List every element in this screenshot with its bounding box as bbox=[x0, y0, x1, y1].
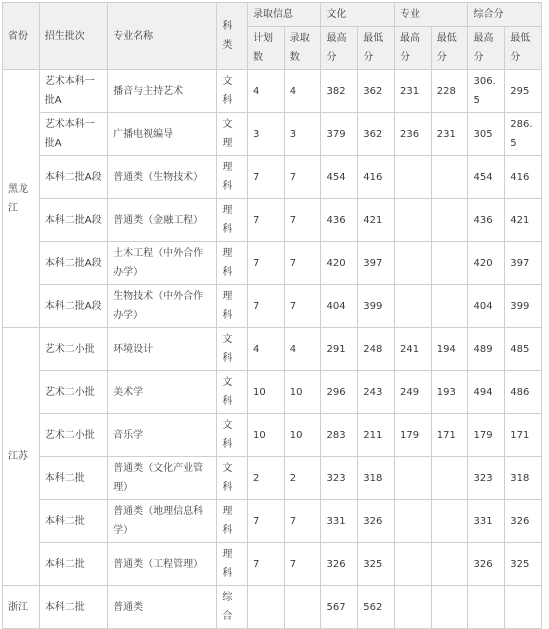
composite-highest-cell: 436 bbox=[468, 199, 505, 242]
culture-highest-cell: 296 bbox=[321, 371, 358, 414]
plan-count-cell: 7 bbox=[247, 242, 284, 285]
professional-highest-cell bbox=[394, 543, 431, 586]
major-cell: 美术学 bbox=[108, 371, 217, 414]
batch-cell: 本科二批 bbox=[39, 457, 107, 500]
composite-lowest-cell: 171 bbox=[505, 414, 542, 457]
professional-lowest-cell bbox=[431, 500, 468, 543]
culture-highest-cell: 291 bbox=[321, 328, 358, 371]
professional-lowest-cell: 231 bbox=[431, 113, 468, 156]
professional-highest-cell: 231 bbox=[394, 70, 431, 113]
major-cell: 广播电视编导 bbox=[108, 113, 217, 156]
table-row bbox=[3, 371, 542, 414]
table-row bbox=[3, 70, 542, 113]
admitted-count-cell: 7 bbox=[284, 242, 321, 285]
province-cell: 江苏 bbox=[3, 328, 40, 586]
professional-lowest-cell bbox=[431, 285, 468, 328]
major-cell: 普通类 bbox=[108, 586, 217, 629]
composite-lowest-cell: 421 bbox=[505, 199, 542, 242]
batch-cell: 艺术本科一批A bbox=[39, 113, 107, 156]
batch-cell: 本科二批A段 bbox=[39, 285, 107, 328]
plan-count-cell: 7 bbox=[247, 156, 284, 199]
professional-lowest-cell bbox=[431, 457, 468, 500]
professional-highest-cell bbox=[394, 199, 431, 242]
subject-type-cell: 理科 bbox=[217, 543, 248, 586]
batch-cell: 本科二批A段 bbox=[39, 156, 107, 199]
professional-highest-cell bbox=[394, 242, 431, 285]
culture-highest-cell: 331 bbox=[321, 500, 358, 543]
admitted-count-cell: 2 bbox=[284, 457, 321, 500]
composite-highest-cell: 454 bbox=[468, 156, 505, 199]
major-cell: 普通类（工程管理） bbox=[108, 543, 217, 586]
table-row bbox=[3, 543, 542, 586]
province-cell: 浙江 bbox=[3, 586, 40, 629]
major-cell: 播音与主持艺术 bbox=[108, 70, 217, 113]
composite-highest-cell: 489 bbox=[468, 328, 505, 371]
admitted-count-cell: 7 bbox=[284, 156, 321, 199]
major-cell: 普通类（金融工程） bbox=[108, 199, 217, 242]
professional-highest-cell: 241 bbox=[394, 328, 431, 371]
batch-cell: 艺术二小批 bbox=[39, 371, 107, 414]
culture-lowest-cell: 326 bbox=[358, 500, 395, 543]
header-culture-highest: 最高分 bbox=[321, 27, 358, 70]
major-cell: 普通类（生物技术） bbox=[108, 156, 217, 199]
admitted-count-cell: 4 bbox=[284, 70, 321, 113]
subject-type-cell: 文理 bbox=[217, 113, 248, 156]
composite-highest-cell: 179 bbox=[468, 414, 505, 457]
admitted-count-cell: 4 bbox=[284, 328, 321, 371]
header-culture: 文化 bbox=[321, 3, 395, 27]
admitted-count-cell: 10 bbox=[284, 371, 321, 414]
professional-lowest-cell: 228 bbox=[431, 70, 468, 113]
composite-lowest-cell: 325 bbox=[505, 543, 542, 586]
table-row bbox=[3, 457, 542, 500]
composite-lowest-cell bbox=[505, 586, 542, 629]
table-row bbox=[3, 113, 542, 156]
culture-highest-cell: 323 bbox=[321, 457, 358, 500]
subject-type-cell: 理科 bbox=[217, 242, 248, 285]
professional-lowest-cell bbox=[431, 199, 468, 242]
table-body bbox=[3, 3, 542, 629]
header-composite: 综合分 bbox=[468, 3, 542, 27]
culture-lowest-cell: 362 bbox=[358, 113, 395, 156]
culture-lowest-cell: 243 bbox=[358, 371, 395, 414]
batch-cell: 本科二批 bbox=[39, 500, 107, 543]
composite-lowest-cell: 286.5 bbox=[505, 113, 542, 156]
professional-highest-cell bbox=[394, 285, 431, 328]
culture-highest-cell: 420 bbox=[321, 242, 358, 285]
subject-type-cell: 理科 bbox=[217, 500, 248, 543]
batch-cell: 本科二批A段 bbox=[39, 199, 107, 242]
table-row bbox=[3, 285, 542, 328]
subject-type-cell: 文科 bbox=[217, 414, 248, 457]
culture-lowest-cell: 397 bbox=[358, 242, 395, 285]
composite-lowest-cell: 399 bbox=[505, 285, 542, 328]
professional-highest-cell bbox=[394, 457, 431, 500]
batch-cell: 本科二批 bbox=[39, 586, 107, 629]
header-province: 省份 bbox=[3, 3, 40, 70]
admitted-count-cell: 7 bbox=[284, 285, 321, 328]
culture-lowest-cell: 416 bbox=[358, 156, 395, 199]
composite-lowest-cell: 318 bbox=[505, 457, 542, 500]
batch-cell: 本科二批 bbox=[39, 543, 107, 586]
header-professional: 专业 bbox=[394, 3, 468, 27]
subject-type-cell: 文科 bbox=[217, 371, 248, 414]
composite-highest-cell: 305 bbox=[468, 113, 505, 156]
batch-cell: 艺术二小批 bbox=[39, 414, 107, 457]
plan-count-cell: 7 bbox=[247, 285, 284, 328]
professional-lowest-cell bbox=[431, 242, 468, 285]
professional-lowest-cell bbox=[431, 156, 468, 199]
composite-lowest-cell: 416 bbox=[505, 156, 542, 199]
header-professional-lowest: 最低分 bbox=[431, 27, 468, 70]
composite-highest-cell: 326 bbox=[468, 543, 505, 586]
header-professional-highest: 最高分 bbox=[394, 27, 431, 70]
composite-highest-cell bbox=[468, 586, 505, 629]
subject-type-cell: 综合 bbox=[217, 586, 248, 629]
batch-cell: 艺术本科一批A bbox=[39, 70, 107, 113]
table-row bbox=[3, 586, 542, 629]
composite-highest-cell: 306.5 bbox=[468, 70, 505, 113]
composite-lowest-cell: 486 bbox=[505, 371, 542, 414]
admitted-count-cell: 10 bbox=[284, 414, 321, 457]
composite-lowest-cell: 326 bbox=[505, 500, 542, 543]
admitted-count-cell: 7 bbox=[284, 500, 321, 543]
batch-cell: 本科二批A段 bbox=[39, 242, 107, 285]
culture-lowest-cell: 325 bbox=[358, 543, 395, 586]
header-major: 专业名称 bbox=[108, 3, 217, 70]
admitted-count-cell: 7 bbox=[284, 543, 321, 586]
plan-count-cell: 7 bbox=[247, 500, 284, 543]
professional-lowest-cell bbox=[431, 543, 468, 586]
professional-highest-cell bbox=[394, 586, 431, 629]
culture-lowest-cell: 362 bbox=[358, 70, 395, 113]
header-composite-lowest: 最低分 bbox=[505, 27, 542, 70]
table-row bbox=[3, 500, 542, 543]
culture-highest-cell: 436 bbox=[321, 199, 358, 242]
plan-count-cell: 7 bbox=[247, 543, 284, 586]
culture-lowest-cell: 211 bbox=[358, 414, 395, 457]
admission-scores-table bbox=[2, 2, 542, 629]
professional-lowest-cell: 171 bbox=[431, 414, 468, 457]
subject-type-cell: 文科 bbox=[217, 328, 248, 371]
professional-highest-cell: 249 bbox=[394, 371, 431, 414]
plan-count-cell: 3 bbox=[247, 113, 284, 156]
plan-count-cell: 4 bbox=[247, 328, 284, 371]
culture-highest-cell: 404 bbox=[321, 285, 358, 328]
composite-lowest-cell: 397 bbox=[505, 242, 542, 285]
professional-lowest-cell bbox=[431, 586, 468, 629]
plan-count-cell: 10 bbox=[247, 414, 284, 457]
major-cell: 土木工程（中外合作办学） bbox=[108, 242, 217, 285]
culture-lowest-cell: 248 bbox=[358, 328, 395, 371]
batch-cell: 艺术二小批 bbox=[39, 328, 107, 371]
culture-lowest-cell: 318 bbox=[358, 457, 395, 500]
culture-highest-cell: 454 bbox=[321, 156, 358, 199]
province-cell: 黑龙江 bbox=[3, 70, 40, 328]
admitted-count-cell: 3 bbox=[284, 113, 321, 156]
culture-lowest-cell: 421 bbox=[358, 199, 395, 242]
major-cell: 普通类（地理信息科学） bbox=[108, 500, 217, 543]
plan-count-cell: 2 bbox=[247, 457, 284, 500]
culture-highest-cell: 567 bbox=[321, 586, 358, 629]
header-culture-lowest: 最低分 bbox=[358, 27, 395, 70]
table-row bbox=[3, 328, 542, 371]
professional-lowest-cell: 194 bbox=[431, 328, 468, 371]
header-plan-count: 计划数 bbox=[247, 27, 284, 70]
header-admitted-count: 录取数 bbox=[284, 27, 321, 70]
major-cell: 生物技术（中外合作办学） bbox=[108, 285, 217, 328]
professional-lowest-cell: 193 bbox=[431, 371, 468, 414]
major-cell: 音乐学 bbox=[108, 414, 217, 457]
header-batch: 招生批次 bbox=[39, 3, 107, 70]
culture-highest-cell: 382 bbox=[321, 70, 358, 113]
professional-highest-cell bbox=[394, 156, 431, 199]
table-row bbox=[3, 199, 542, 242]
subject-type-cell: 文科 bbox=[217, 457, 248, 500]
professional-highest-cell: 179 bbox=[394, 414, 431, 457]
table-row bbox=[3, 242, 542, 285]
composite-lowest-cell: 485 bbox=[505, 328, 542, 371]
plan-count-cell: 10 bbox=[247, 371, 284, 414]
composite-highest-cell: 420 bbox=[468, 242, 505, 285]
plan-count-cell: 7 bbox=[247, 199, 284, 242]
plan-count-cell: 4 bbox=[247, 70, 284, 113]
subject-type-cell: 理科 bbox=[217, 199, 248, 242]
header-composite-highest: 最高分 bbox=[468, 27, 505, 70]
table-row bbox=[3, 156, 542, 199]
composite-lowest-cell: 295 bbox=[505, 70, 542, 113]
table-row bbox=[3, 414, 542, 457]
composite-highest-cell: 323 bbox=[468, 457, 505, 500]
header-subject-type: 科类 bbox=[217, 3, 248, 70]
culture-lowest-cell: 562 bbox=[358, 586, 395, 629]
header-admission-info: 录取信息 bbox=[247, 3, 321, 27]
subject-type-cell: 理科 bbox=[217, 156, 248, 199]
subject-type-cell: 文科 bbox=[217, 70, 248, 113]
major-cell: 普通类（文化产业管理） bbox=[108, 457, 217, 500]
subject-type-cell: 理科 bbox=[217, 285, 248, 328]
plan-count-cell bbox=[247, 586, 284, 629]
professional-highest-cell: 236 bbox=[394, 113, 431, 156]
header-row-top bbox=[3, 3, 542, 27]
composite-highest-cell: 494 bbox=[468, 371, 505, 414]
culture-highest-cell: 326 bbox=[321, 543, 358, 586]
culture-highest-cell: 283 bbox=[321, 414, 358, 457]
admitted-count-cell bbox=[284, 586, 321, 629]
culture-lowest-cell: 399 bbox=[358, 285, 395, 328]
culture-highest-cell: 379 bbox=[321, 113, 358, 156]
professional-highest-cell bbox=[394, 500, 431, 543]
major-cell: 环境设计 bbox=[108, 328, 217, 371]
composite-highest-cell: 404 bbox=[468, 285, 505, 328]
admitted-count-cell: 7 bbox=[284, 199, 321, 242]
composite-highest-cell: 331 bbox=[468, 500, 505, 543]
